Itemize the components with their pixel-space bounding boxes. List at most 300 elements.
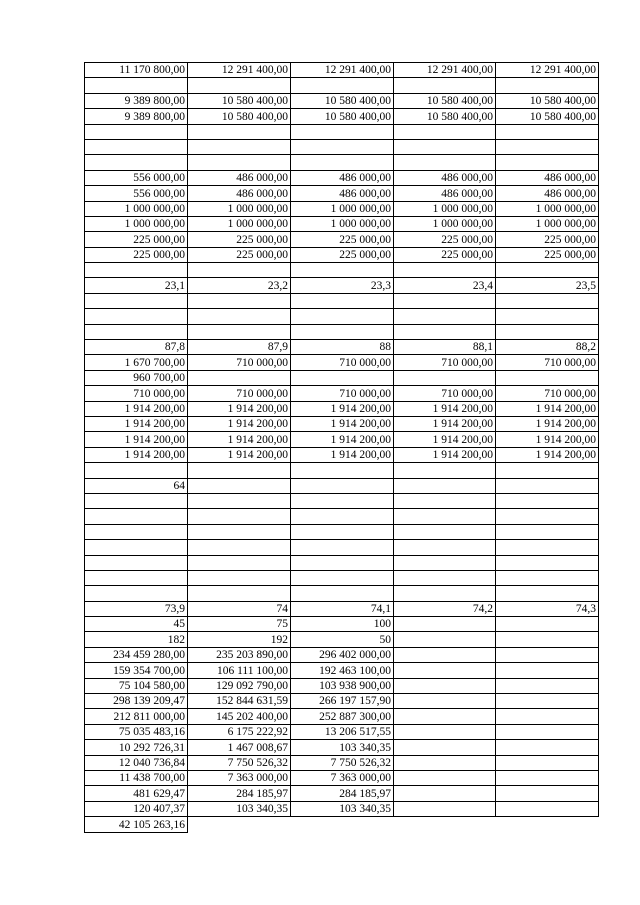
table-cell: 7 750 526,32 (188, 755, 291, 770)
table-cell (394, 263, 496, 278)
table-cell (496, 293, 599, 308)
table-cell (291, 309, 394, 324)
table-cell: 7 363 000,00 (291, 770, 394, 785)
table-cell: 1 000 000,00 (394, 216, 496, 231)
table-cell: 486 000,00 (394, 186, 496, 201)
table-cell (394, 755, 496, 770)
table-cell (496, 817, 599, 832)
table-row (85, 570, 599, 585)
table-cell (496, 694, 599, 709)
table-cell (496, 770, 599, 785)
table-row (85, 432, 599, 447)
table-cell (291, 586, 394, 601)
table-row (85, 524, 599, 539)
table-cell: 1 914 200,00 (394, 416, 496, 431)
table-cell: 486 000,00 (188, 186, 291, 201)
table-cell (188, 478, 291, 493)
table-cell (496, 755, 599, 770)
table-cell (188, 78, 291, 93)
table-cell (394, 78, 496, 93)
table-cell: 192 (188, 632, 291, 647)
table-row (85, 493, 599, 508)
table-cell (496, 709, 599, 724)
table-cell: 12 291 400,00 (188, 63, 291, 78)
table-cell (188, 509, 291, 524)
table-cell (394, 139, 496, 154)
table-cell: 225 000,00 (188, 232, 291, 247)
table-cell (85, 570, 188, 585)
table-cell: 145 202 400,00 (188, 709, 291, 724)
table-cell (496, 632, 599, 647)
table-row (85, 93, 599, 108)
table-cell: 10 580 400,00 (188, 109, 291, 124)
table-cell (85, 463, 188, 478)
table-row (85, 63, 599, 78)
table-cell (394, 709, 496, 724)
table-cell: 710 000,00 (85, 386, 188, 401)
table-cell (496, 324, 599, 339)
table-cell (188, 570, 291, 585)
table-cell (188, 139, 291, 154)
table-cell: 710 000,00 (394, 355, 496, 370)
table-cell: 284 185,97 (291, 786, 394, 801)
table-cell: 120 407,37 (85, 801, 188, 816)
table-row (85, 170, 599, 185)
table-cell (291, 155, 394, 170)
table-row (85, 817, 599, 832)
table-row (85, 586, 599, 601)
table-cell (188, 555, 291, 570)
table-cell (394, 586, 496, 601)
table-cell (394, 817, 496, 832)
table-cell: 556 000,00 (85, 170, 188, 185)
table-row (85, 401, 599, 416)
table-cell (496, 478, 599, 493)
table-row (85, 555, 599, 570)
table-cell (188, 524, 291, 539)
table-cell: 11 438 700,00 (85, 770, 188, 785)
table-cell: 129 092 790,00 (188, 678, 291, 693)
table-row (85, 78, 599, 93)
table-cell: 64 (85, 478, 188, 493)
table-cell (394, 293, 496, 308)
table-cell: 556 000,00 (85, 186, 188, 201)
table-cell (394, 309, 496, 324)
table-cell (394, 632, 496, 647)
table-row (85, 601, 599, 616)
table-row (85, 109, 599, 124)
table-cell (188, 586, 291, 601)
table-cell: 486 000,00 (291, 186, 394, 201)
table-cell: 74,3 (496, 601, 599, 616)
table-cell: 88,1 (394, 340, 496, 355)
table-body (85, 63, 599, 833)
table-cell: 88 (291, 340, 394, 355)
table-cell (394, 647, 496, 662)
table-cell: 284 185,97 (188, 786, 291, 801)
table-cell (291, 124, 394, 139)
table-cell (394, 570, 496, 585)
table-row (85, 540, 599, 555)
table-cell (291, 524, 394, 539)
table-cell: 9 389 800,00 (85, 93, 188, 108)
table-row (85, 801, 599, 816)
table-row (85, 416, 599, 431)
table-cell (496, 509, 599, 524)
table-cell (496, 647, 599, 662)
table-cell: 10 580 400,00 (394, 93, 496, 108)
table-cell (496, 155, 599, 170)
table-cell: 50 (291, 632, 394, 647)
table-cell: 225 000,00 (394, 247, 496, 262)
table-cell (85, 124, 188, 139)
data-table (84, 62, 599, 833)
table-cell: 75 035 483,16 (85, 724, 188, 739)
table-row (85, 678, 599, 693)
table-cell: 23,4 (394, 278, 496, 293)
table-cell: 87,8 (85, 340, 188, 355)
table-cell (85, 263, 188, 278)
table-cell (188, 124, 291, 139)
table-cell: 1 914 200,00 (188, 416, 291, 431)
table-cell (496, 263, 599, 278)
table-cell: 10 292 726,31 (85, 740, 188, 755)
table-cell: 225 000,00 (85, 232, 188, 247)
table-cell: 1 467 008,67 (188, 740, 291, 755)
table-cell: 212 811 000,00 (85, 709, 188, 724)
table-cell (394, 324, 496, 339)
table-cell (496, 724, 599, 739)
table-cell (188, 263, 291, 278)
table-row (85, 124, 599, 139)
table-cell (85, 540, 188, 555)
table-cell: 486 000,00 (394, 170, 496, 185)
table-row (85, 155, 599, 170)
table-cell: 1 914 200,00 (85, 447, 188, 462)
table-row (85, 370, 599, 385)
table-cell: 710 000,00 (496, 355, 599, 370)
table-cell: 1 914 200,00 (85, 432, 188, 447)
table-cell: 486 000,00 (188, 170, 291, 185)
table-cell (496, 463, 599, 478)
table-cell: 10 580 400,00 (496, 109, 599, 124)
table-cell: 298 139 209,47 (85, 694, 188, 709)
table-cell (496, 801, 599, 816)
table-cell: 486 000,00 (291, 170, 394, 185)
table-cell (85, 493, 188, 508)
table-cell (496, 493, 599, 508)
table-cell: 1 914 200,00 (496, 432, 599, 447)
table-row (85, 632, 599, 647)
table-cell: 88,2 (496, 340, 599, 355)
table-cell: 9 389 800,00 (85, 109, 188, 124)
table-cell (291, 463, 394, 478)
table-cell (496, 370, 599, 385)
table-cell (496, 78, 599, 93)
table-cell: 1 000 000,00 (85, 201, 188, 216)
table-cell: 1 914 200,00 (188, 447, 291, 462)
table-cell: 73,9 (85, 601, 188, 616)
table-cell: 7 750 526,32 (291, 755, 394, 770)
table-cell: 1 914 200,00 (291, 447, 394, 462)
table-cell: 100 (291, 617, 394, 632)
table-cell (496, 139, 599, 154)
table-row (85, 786, 599, 801)
table-row (85, 263, 599, 278)
table-cell (85, 78, 188, 93)
table-cell (188, 309, 291, 324)
table-cell (188, 493, 291, 508)
table-row (85, 386, 599, 401)
table-cell (291, 509, 394, 524)
table-cell: 75 (188, 617, 291, 632)
table-row (85, 694, 599, 709)
table-cell: 23,5 (496, 278, 599, 293)
table-cell: 1 914 200,00 (85, 416, 188, 431)
table-cell (188, 540, 291, 555)
table-cell (291, 78, 394, 93)
table-cell: 252 887 300,00 (291, 709, 394, 724)
table-cell (188, 370, 291, 385)
table-cell: 1 914 200,00 (394, 447, 496, 462)
table-cell: 225 000,00 (291, 232, 394, 247)
table-cell (291, 324, 394, 339)
table-cell: 1 000 000,00 (394, 201, 496, 216)
table-cell (394, 724, 496, 739)
table-cell: 235 203 890,00 (188, 647, 291, 662)
table-cell: 12 040 736,84 (85, 755, 188, 770)
table-cell: 12 291 400,00 (496, 63, 599, 78)
table-cell: 11 170 800,00 (85, 63, 188, 78)
table-cell: 486 000,00 (496, 170, 599, 185)
table-cell (291, 555, 394, 570)
table-row (85, 509, 599, 524)
table-cell (394, 478, 496, 493)
table-cell: 1 000 000,00 (188, 216, 291, 231)
table-cell (394, 770, 496, 785)
table-row (85, 447, 599, 462)
table-cell (394, 555, 496, 570)
table-cell: 74 (188, 601, 291, 616)
table-cell: 106 111 100,00 (188, 663, 291, 678)
table-cell (394, 663, 496, 678)
table-cell (85, 509, 188, 524)
table-cell: 1 000 000,00 (188, 201, 291, 216)
table-cell: 1 000 000,00 (496, 216, 599, 231)
table-cell: 1 914 200,00 (394, 432, 496, 447)
table-cell (85, 555, 188, 570)
table-row (85, 309, 599, 324)
table-cell: 225 000,00 (188, 247, 291, 262)
table-row (85, 340, 599, 355)
table-cell (291, 370, 394, 385)
table-cell: 1 914 200,00 (496, 401, 599, 416)
table-cell (188, 817, 291, 832)
table-cell (394, 493, 496, 508)
table-cell (291, 293, 394, 308)
table-row (85, 709, 599, 724)
table-row (85, 293, 599, 308)
table-cell: 7 363 000,00 (188, 770, 291, 785)
table-cell: 13 206 517,55 (291, 724, 394, 739)
table-row (85, 724, 599, 739)
table-cell (496, 309, 599, 324)
table-cell: 481 629,47 (85, 786, 188, 801)
table-cell: 296 402 000,00 (291, 647, 394, 662)
table-cell: 1 914 200,00 (188, 401, 291, 416)
table-cell (394, 740, 496, 755)
table-cell (394, 617, 496, 632)
table-cell (188, 463, 291, 478)
table-cell: 103 340,35 (291, 740, 394, 755)
table-cell: 710 000,00 (291, 386, 394, 401)
table-cell: 1 914 200,00 (496, 416, 599, 431)
table-cell (394, 694, 496, 709)
table-cell (188, 293, 291, 308)
table-cell: 1 000 000,00 (85, 216, 188, 231)
table-cell (496, 524, 599, 539)
table-cell (291, 478, 394, 493)
table-cell: 152 844 631,59 (188, 694, 291, 709)
table-cell: 1 000 000,00 (291, 216, 394, 231)
table-cell: 23,1 (85, 278, 188, 293)
table-row (85, 770, 599, 785)
table-row (85, 663, 599, 678)
table-cell (85, 293, 188, 308)
table-cell: 710 000,00 (496, 386, 599, 401)
table-cell (394, 124, 496, 139)
table-cell: 486 000,00 (496, 186, 599, 201)
table-row (85, 278, 599, 293)
table-row (85, 355, 599, 370)
table-cell: 103 340,35 (188, 801, 291, 816)
table-cell: 1 914 200,00 (394, 401, 496, 416)
table-row (85, 247, 599, 262)
table-cell (394, 540, 496, 555)
table-cell (85, 155, 188, 170)
table-cell: 225 000,00 (496, 232, 599, 247)
table-cell: 45 (85, 617, 188, 632)
table-cell (85, 309, 188, 324)
table-cell (394, 155, 496, 170)
table-cell: 87,9 (188, 340, 291, 355)
table-cell (85, 524, 188, 539)
table-row (85, 324, 599, 339)
table-cell: 225 000,00 (394, 232, 496, 247)
table-cell (496, 586, 599, 601)
table-cell (85, 324, 188, 339)
table-cell: 192 463 100,00 (291, 663, 394, 678)
table-cell: 1 914 200,00 (496, 447, 599, 462)
table-cell: 10 580 400,00 (291, 93, 394, 108)
table-cell: 75 104 580,00 (85, 678, 188, 693)
table-cell (394, 678, 496, 693)
table-row (85, 139, 599, 154)
table-cell: 1 914 200,00 (188, 432, 291, 447)
table-cell (85, 586, 188, 601)
table-row (85, 232, 599, 247)
table-cell: 1 914 200,00 (291, 432, 394, 447)
table-row (85, 617, 599, 632)
table-cell: 159 354 700,00 (85, 663, 188, 678)
table-cell: 1 914 200,00 (85, 401, 188, 416)
table-cell: 710 000,00 (394, 386, 496, 401)
table-cell (291, 817, 394, 832)
table-cell (394, 786, 496, 801)
table-cell (291, 139, 394, 154)
table-cell: 10 580 400,00 (291, 109, 394, 124)
table-cell: 10 580 400,00 (188, 93, 291, 108)
table-row (85, 647, 599, 662)
table-cell: 23,2 (188, 278, 291, 293)
table-cell (291, 493, 394, 508)
table-cell: 74,2 (394, 601, 496, 616)
table-cell: 103 938 900,00 (291, 678, 394, 693)
table-cell (496, 786, 599, 801)
table-cell: 1 914 200,00 (291, 416, 394, 431)
table-cell: 234 459 280,00 (85, 647, 188, 662)
table-cell (496, 540, 599, 555)
table-cell (188, 324, 291, 339)
table-cell: 710 000,00 (291, 355, 394, 370)
table-row (85, 186, 599, 201)
table-cell: 6 175 222,92 (188, 724, 291, 739)
table-cell (291, 263, 394, 278)
table-row (85, 478, 599, 493)
table-cell (496, 570, 599, 585)
table-cell (394, 463, 496, 478)
table-cell (496, 124, 599, 139)
table-cell: 10 580 400,00 (394, 109, 496, 124)
table-cell (496, 740, 599, 755)
table-cell: 225 000,00 (291, 247, 394, 262)
table-cell: 1 000 000,00 (496, 201, 599, 216)
table-cell: 12 291 400,00 (394, 63, 496, 78)
table-cell (496, 663, 599, 678)
table-cell: 74,1 (291, 601, 394, 616)
table-cell: 225 000,00 (85, 247, 188, 262)
table-cell: 1 670 700,00 (85, 355, 188, 370)
table-cell: 710 000,00 (188, 386, 291, 401)
table-cell (394, 509, 496, 524)
table-cell (188, 155, 291, 170)
table-row (85, 740, 599, 755)
table-row (85, 201, 599, 216)
table-cell: 225 000,00 (496, 247, 599, 262)
table-cell: 23,3 (291, 278, 394, 293)
table-cell (291, 570, 394, 585)
table-cell: 266 197 157,90 (291, 694, 394, 709)
table-cell (496, 555, 599, 570)
table-row (85, 755, 599, 770)
table-row (85, 463, 599, 478)
table-cell: 710 000,00 (188, 355, 291, 370)
table-cell: 182 (85, 632, 188, 647)
table-cell: 1 000 000,00 (291, 201, 394, 216)
table-cell (394, 524, 496, 539)
table-cell (85, 139, 188, 154)
table-cell (291, 540, 394, 555)
table-cell (394, 801, 496, 816)
table-cell: 103 340,35 (291, 801, 394, 816)
table-cell: 960 700,00 (85, 370, 188, 385)
table-row (85, 216, 599, 231)
table-cell: 1 914 200,00 (291, 401, 394, 416)
table-cell (394, 370, 496, 385)
table-cell: 12 291 400,00 (291, 63, 394, 78)
table-cell (496, 617, 599, 632)
table-cell (496, 678, 599, 693)
